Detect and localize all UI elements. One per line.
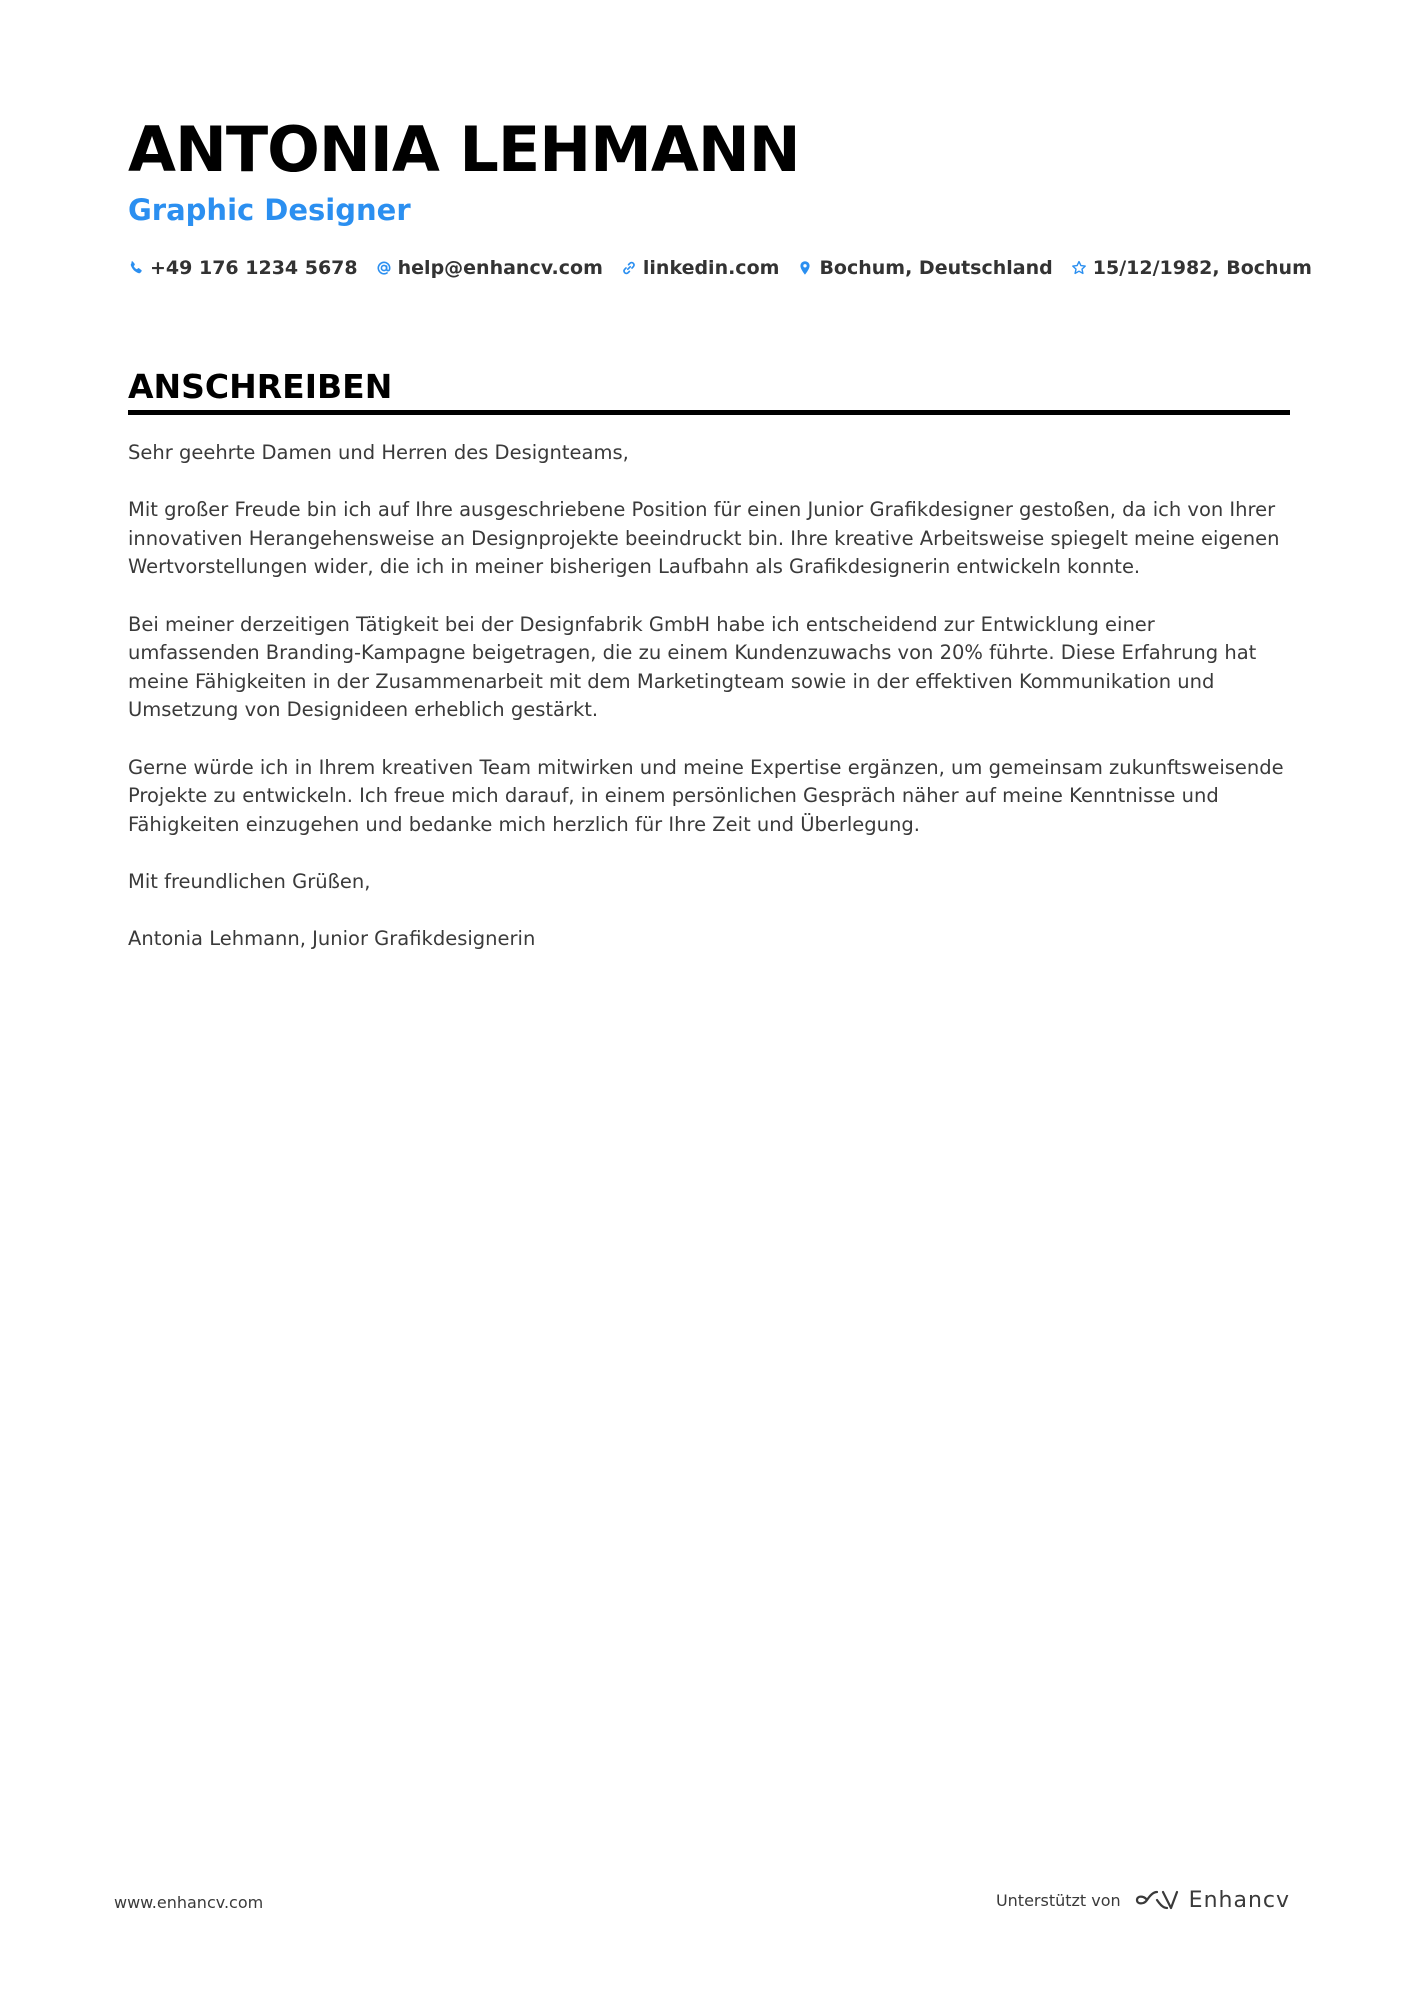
brand-name: Enhancv xyxy=(1188,1887,1290,1913)
star-icon xyxy=(1071,260,1087,276)
contact-location-text: Bochum, Deutschland xyxy=(819,257,1053,279)
letter-paragraph: Bei meiner derzeitigen Tätigkeit bei der Designfabrik GmbH habe ich entscheidend zur Entwicklung einer umfassenden Branding-Kampagne beigetragen, die zu einem Kundenzuwachs von 20% führte. Diese Erfahrung hat meine Fähigkeiten in der Zusammenarbeit mit dem Marketingteam sowie in der effektiven Kommunikation und Umsetzung von Designideen erheblich gestärkt. xyxy=(128,612,1257,722)
section-divider xyxy=(128,410,1290,415)
enhancv-logo[interactable] xyxy=(1133,1888,1290,1913)
letter-salutation: Sehr geehrte Damen und Herren des Designteams, xyxy=(128,441,629,464)
contact-linkedin[interactable] xyxy=(621,257,780,279)
phone-icon xyxy=(128,260,144,276)
contact-phone-text: +49 176 1234 5678 xyxy=(150,257,358,279)
section-heading: ANSCHREIBEN xyxy=(128,367,393,406)
contact-linkedin-text: linkedin.com xyxy=(642,257,780,279)
powered-by-label: Unterstützt von xyxy=(995,1890,1121,1910)
contact-birth-text: 15/12/1982, Bochum xyxy=(1092,257,1312,279)
letter-paragraph: Mit großer Freude bin ich auf Ihre ausgeschriebene Position für einen Junior Grafikdesigner gestoßen, da ich von Ihrer innovativen Herangehensweise an Designprojekte beeindruckt bin. Ihre kreative Arbeitsweise spiegelt meine eigenen Wertvorstellungen wider, die ich in meiner bisherigen Laufbahn als Grafikdesignerin entwickeln konnte. xyxy=(128,498,1280,579)
link-icon xyxy=(621,260,637,276)
footer-brand xyxy=(996,1880,1290,1920)
letter-signature: Antonia Lehmann, Junior Grafikdesignerin xyxy=(128,927,536,951)
contact-info xyxy=(128,255,1330,281)
contact-email-text: help@enhancv.com xyxy=(397,257,603,279)
at-icon xyxy=(376,260,392,276)
enhancv-logo-icon xyxy=(1133,1888,1179,1912)
contact-birth xyxy=(1071,257,1312,279)
job-title: Graphic Designer xyxy=(128,193,411,227)
letter-closing: Mit freundlichen Grüßen, xyxy=(128,869,371,893)
letter-paragraph: Gerne würde ich in Ihrem kreativen Team mitwirken und meine Expertise ergänzen, um gemeinsam zukunftsweisende Projekte zu entwickeln. Ich freue mich darauf, in einem persönlichen Gespräch näher auf meine Kenntnisse und Fähigkeiten einzugehen und bedanke mich herzlich für Ihre Zeit und Überlegung. xyxy=(128,755,1284,836)
contact-location xyxy=(797,257,1052,279)
location-pin-icon xyxy=(797,260,813,276)
contact-email[interactable] xyxy=(376,257,603,279)
footer-url[interactable]: www.enhancv.com xyxy=(114,1893,264,1912)
letter-body xyxy=(128,439,1290,982)
contact-phone xyxy=(128,257,358,279)
candidate-name: ANTONIA LEHMANN xyxy=(128,113,800,186)
